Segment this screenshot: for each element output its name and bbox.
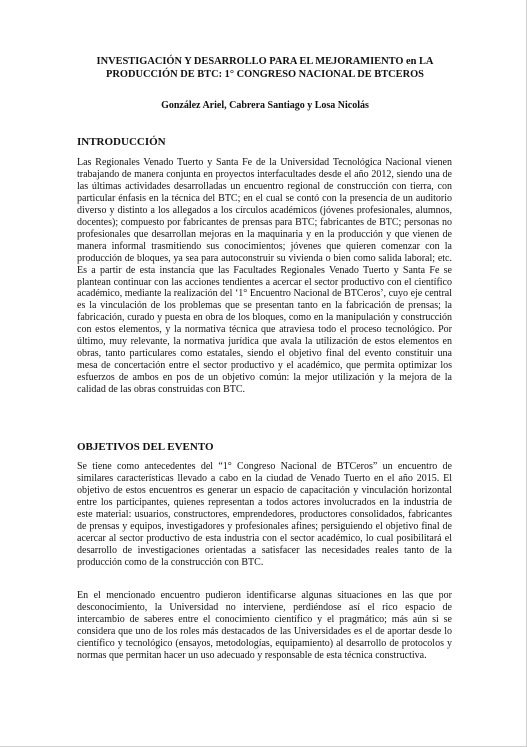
paper-title: INVESTIGACIÓN Y DESARROLLO PARA EL MEJORAMIENTO en LA PRODUCCIÓN DE BTC: 1° CONGRESO NACIONAL DE BTCEROS (96, 56, 434, 80)
paper-authors: González Ariel, Cabrera Santiago y Losa Nicolás (161, 100, 369, 111)
paragraph-objetivos-1: Se tiene como antecedentes del “1° Congreso Nacional de BTCeros” un encuentro de similares características llevado a cabo en la ciudad de Venado Tuerto en el año 2015. El objetivo de estos encuentros es generar un espacio de capacitación y vinculación horizontal entre los participantes, quienes representan a todos actores involucrados en la industria de este material: usuarios, constructores, emprendedores, productores consolidados, fabricantes de prensas y equipos, investigadores y profesionales afines; persiguiendo el objetivo final de acercar al sector productivo de esta industria con el sector académico, lo cual posibilitará el desarrollo de investigaciones orientadas a satisfacer las necesidades reales tanto de la producción como de la construcción con BTC. (77, 461, 452, 568)
paragraph-introduccion: Las Regionales Venado Tuerto y Santa Fe de la Universidad Tecnológica Nacional vienen trabajando de manera conjunta en proyectos interfacultades desde el año 2012, siendo una de las últimas actividades desarrolladas un encuentro regional de construcción con tierra, con particular énfasis en la técnica del BTC; en el cual se contó con la presencia de un auditorio diverso y distinto a los allegados a los círculos académicos (jóvenes profesionales, alumnos, docentes); compuesto por fabricantes de prensas para BTC; fabricantes de BTC; personas no profesionales que desarrollan mejoras en la maquinaria y en la producción y que vienen de manera informal trasmitiendo sus conocimientos; jóvenes que quieren comenzar con la producción de bloques, ya sea para autoconstruir su vivienda o bien como salida laboral; etc. Es a partir de esta instancia que las Facultades Regionales Venado Tuerto y Santa Fe se plantean continuar con las acciones tendientes a acercar el sector productivo con el científico académico, mediante la realización del ‘1° Encuentro Nacional de BTCeros’, cuyo eje central es la vinculación de los problemas que se presentan tanto en la fabricación de prensas; la fabricación, curado y puesta en obra de los bloques, como en la manipulación y construcción con estos elementos, y la normativa técnica que atraviesa todo el proceso tecnológico. Por último, muy relevante, la normativa jurídica que avala la utilización de estos elementos en obras, tanto particulares como estatales, siendo el objetivo final del evento constituir una mesa de concertación entre el sector productivo y el académico, que permita optimizar los esfuerzos de ambos en pos de un objetivo común: la mejor utilización y la mejora de la calidad de las obras construidas con BTC. (77, 157, 452, 396)
section-heading-introduccion: INTRODUCCIÓN (77, 136, 166, 148)
section-heading-objetivos: OBJETIVOS DEL EVENTO (77, 441, 214, 453)
paragraph-objetivos-2: En el mencionado encuentro pudieron identificarse algunas situaciones en las que por desconocimiento, la Universidad no interviene, perdiéndose así el rico espacio de intercambio de saberes entre el conocimiento científico y el pragmático; más aún si se considera que uno de los roles más destacados de las Universidades es el de aportar desde lo científico y tecnológico (ensayos, metodologías, equipamiento) al desarrollo de protocolos y normas que permitan hacer un uso adecuado y responsable de esta técnica constructiva. (77, 590, 452, 661)
